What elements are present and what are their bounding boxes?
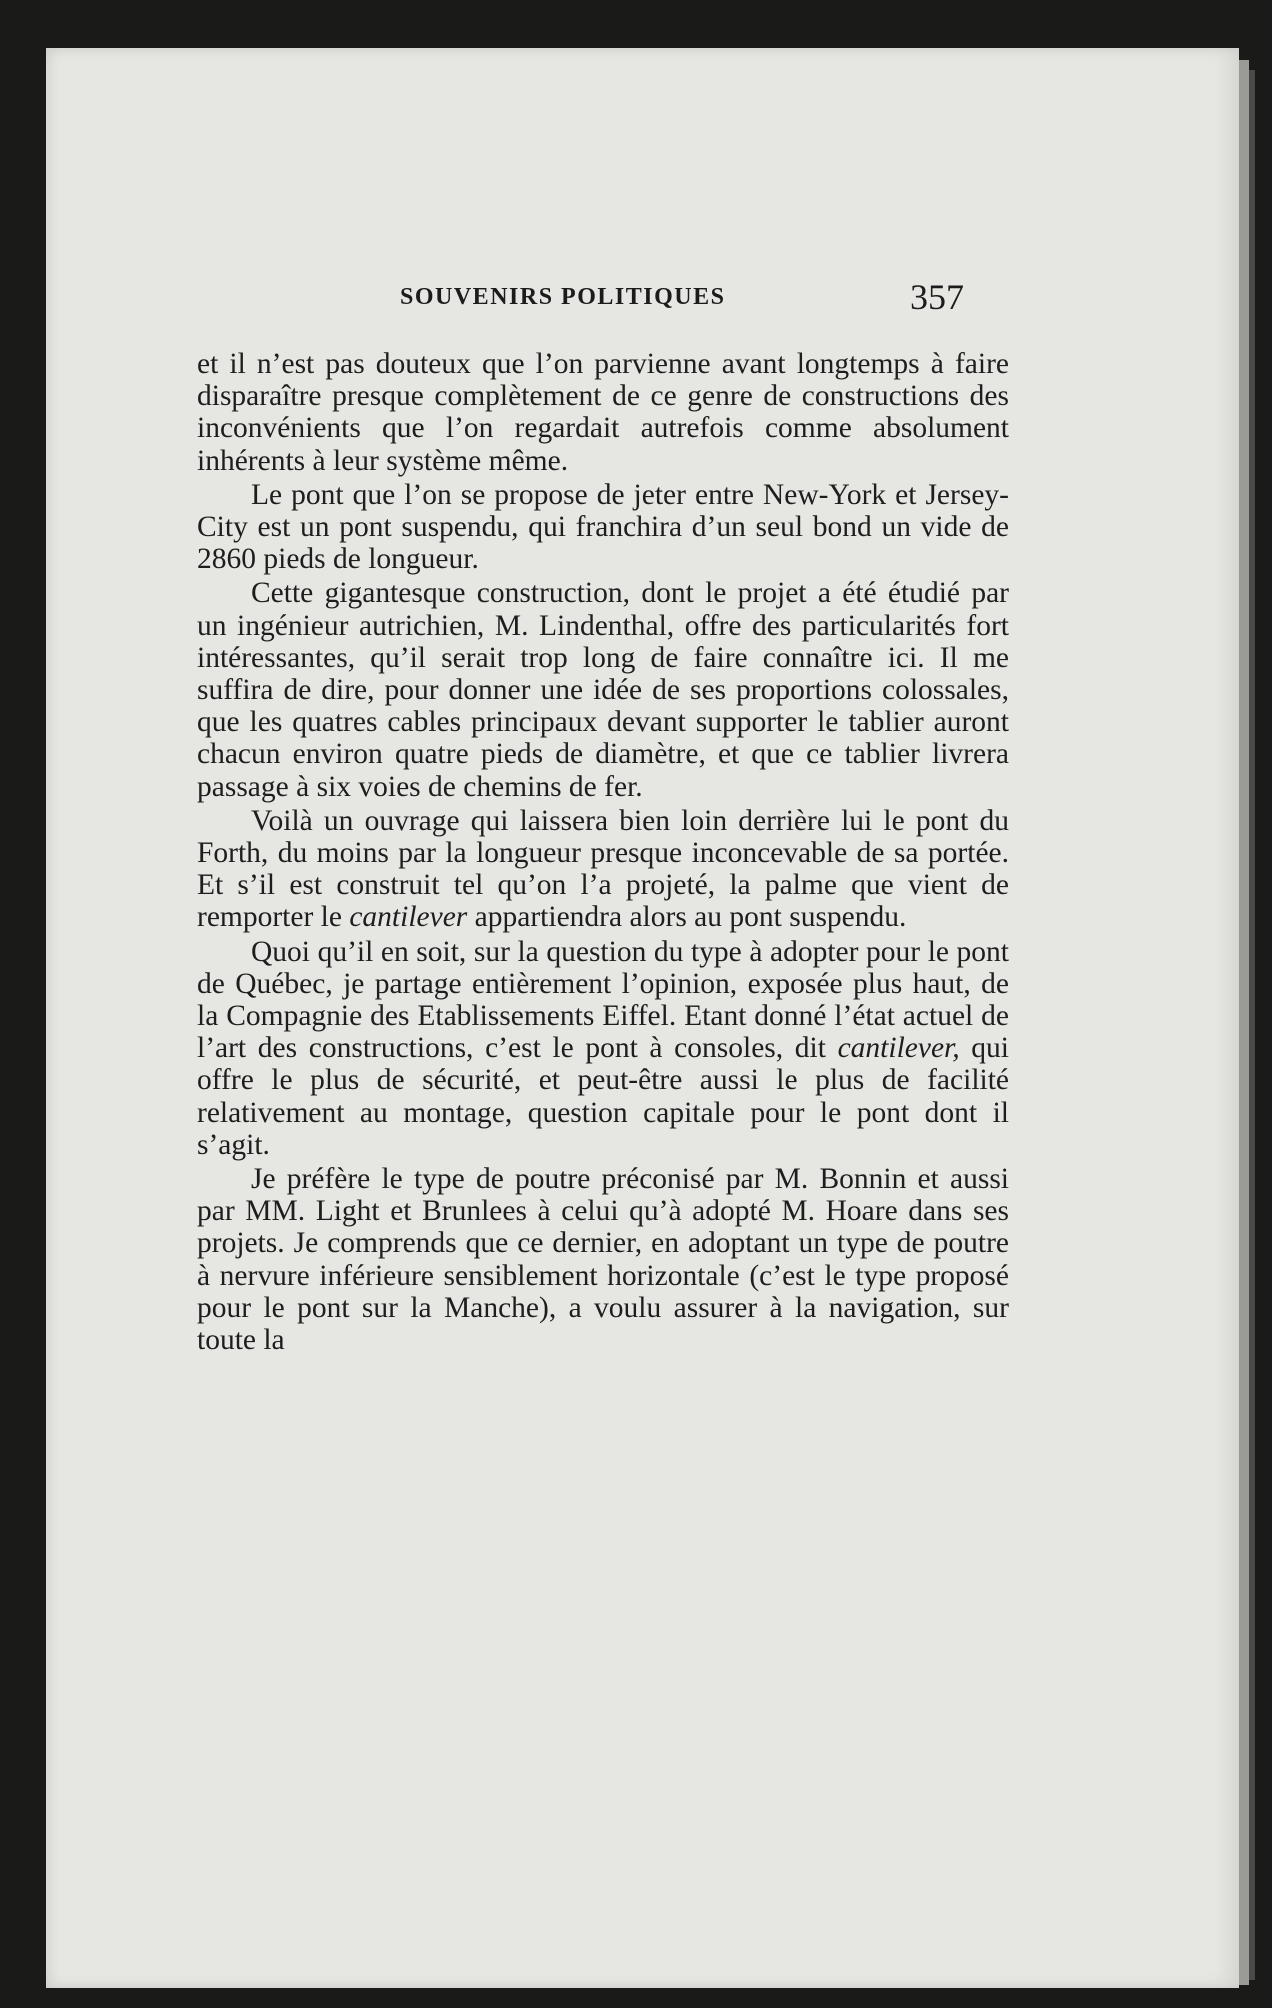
text-run: qui offre le plus de sécurité, et peut-être aussi le plus de facilité relativement au montage, question capitale pour le pont dont il s’agit. <box>197 1032 1009 1161</box>
text-run: et il n’est pas douteux que l’on parvienne avant longtemps à faire disparaître presque complètement de ce genre de constructions des inconvénients que l’on regardait autrefois comme absolument inhérents à leur système même. <box>197 348 1009 477</box>
page-header <box>46 276 1239 336</box>
paragraph <box>197 936 1009 1161</box>
text-run: Je préfère le type de poutre préconisé par M. Bonnin et aussi par MM. Light et Brunlees à celui qu’à adopté M. Hoare dans ses projets. Je comprends que ce dernier, en adoptant un type de poutre à nervure inférieure sensiblement horizontale (c’est le type proposé pour le pont sur la Manche), a voulu assurer à la navigation, sur toute la <box>197 1163 1009 1357</box>
page-number: 357 <box>910 277 964 317</box>
paragraph <box>197 805 1009 934</box>
page-edge <box>1239 60 1249 1985</box>
text-run: Le pont que l’on se propose de jeter entre New-York et Jersey-City est un pont suspendu, qui franchira d’un seul bond un vide de 2860 pieds de longueur. <box>197 478 1009 576</box>
running-title: SOUVENIRS POLITIQUES <box>400 284 726 310</box>
paragraph <box>197 577 1009 802</box>
paragraph <box>197 479 1009 576</box>
text-run: Cette gigantesque construction, dont le projet a été étudié par un ingénieur autrichien, M. Lindenthal, offre des particularités fort intéressantes, qu’il serait trop long de faire connaître ici. Il me suffira de dire, pour donner une idée de ses proportions colossales, que les quatres cables principaux devant supporter le tablier auront chacun environ quatre pieds de diamètre, et que ce tablier livrera passage à six voies de chemins de fer. <box>197 577 1009 803</box>
text-run: Quoi qu’il en soit, sur la question du type à adopter pour le pont de Québec, je partage entièrement l’opinion, exposée plus haut, de la Compagnie des Etablissements Eiffel. Etant donné l’état actuel de l’art des constructions, c’est le pont à consoles, dit <box>197 935 1009 1065</box>
paragraph <box>197 1163 1009 1356</box>
italic-text-run: cantilever, <box>837 1032 960 1065</box>
paragraph <box>197 348 1009 477</box>
book-page <box>46 48 1239 1988</box>
text-run: Voilà un ouvrage qui laissera bien loin derrière lui le pont du Forth, du moins par la longueur presque inconcevable de sa portée. Et s’il est construit tel qu’on l’a projeté, la palme que vient de remporter le <box>197 804 1009 934</box>
text-run: appartiendra alors au pont suspendu. <box>467 901 907 934</box>
italic-text-run: cantilever <box>349 901 468 934</box>
body-text <box>197 348 1009 1356</box>
page-edge-shadow <box>1249 70 1255 1980</box>
